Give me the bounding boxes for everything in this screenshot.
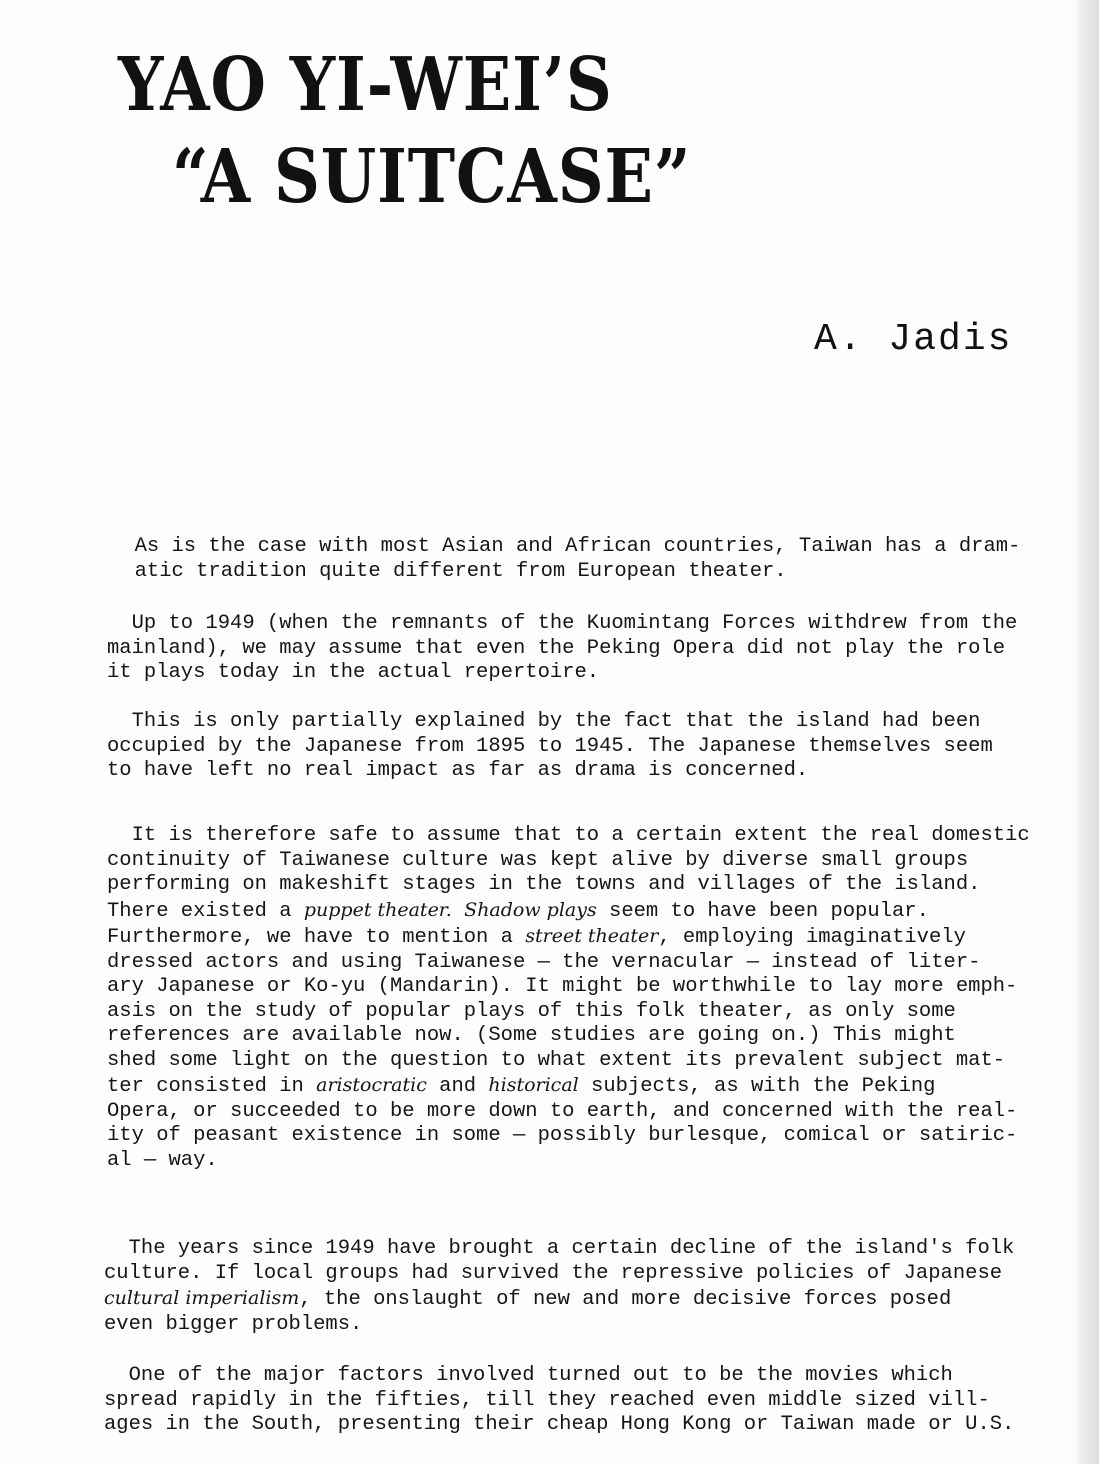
italic-phrase: aristocratic: [316, 1074, 427, 1096]
text-run: to have left no real impact as far as drama is concerned.: [107, 759, 809, 782]
text-run: Furthermore, we have to mention a: [107, 926, 526, 949]
body-paragraph: [104, 1237, 1014, 1337]
italic-phrase: Shadow plays: [464, 898, 597, 921]
italic-phrase: puppet theater.: [303, 898, 452, 921]
text-run: occupied by the Japanese from 1895 to 1945. The Japanese themselves seem: [107, 734, 993, 758]
italic-phrase: street theater: [525, 925, 659, 947]
text-run: It is therefore safe to assume that to a certain extent the real domestic: [107, 824, 1030, 847]
page-edge-shadow: [1077, 0, 1099, 1464]
text-run: ages in the South, presenting their cheap Hong Kong or Taiwan made or U.S.: [104, 1413, 1015, 1436]
text-run: performing on makeshift stages in the towns and villages of the island.: [107, 873, 981, 896]
italic-phrase: cultural imperialism: [104, 1287, 300, 1309]
text-run: and: [426, 1075, 489, 1098]
text-run: shed some light on the question to what extent its prevalent subject mat-: [107, 1048, 1006, 1072]
text-run: seem to have been popular.: [596, 899, 929, 923]
text-run: Up to 1949 (when the remnants of the Kuomintang Forces withdrew from the: [107, 612, 1018, 635]
body-paragraph: [107, 824, 1030, 1173]
text-run: references are available now. (Some studies are going on.) This might: [107, 1024, 956, 1047]
text-run: One of the major factors involved turned out to be the movies which: [104, 1364, 953, 1387]
text-run: Opera, or succeeded to be more down to earth, and concerned with the real-: [107, 1099, 1018, 1123]
title-line-1: YAO YI-WEI’S: [118, 42, 613, 128]
author-name: A. Jadis: [814, 318, 1013, 361]
text-run: As is the case with most Asian and African countries, Taiwan has a dram-: [110, 535, 1021, 558]
text-run: , employing imaginatively: [658, 926, 966, 949]
text-run: al — way.: [107, 1148, 218, 1172]
text-run: asis on the study of popular plays of this folk theater, as only some: [107, 999, 956, 1023]
body-paragraph: [107, 612, 1017, 686]
italic-phrase: historical: [488, 1074, 579, 1096]
text-run: continuity of Taiwanese culture was kept alive by diverse small groups: [107, 848, 969, 872]
text-run: culture. If local groups had survived the repressive policies of Japanese: [104, 1261, 1003, 1285]
text-run: mainland), we may assume that even the Peking Opera did not play the role: [107, 636, 1006, 660]
body-paragraph: [110, 535, 1020, 584]
text-run: atic tradition quite different from European theater.: [110, 559, 787, 583]
text-run: This is only partially explained by the fact that the island had been: [107, 710, 981, 733]
text-run: subjects, as with the Peking: [578, 1075, 936, 1098]
title-line-2: “A SUITCASE”: [172, 134, 692, 220]
text-run: spread rapidly in the fifties, till they reached even middle sized vill-: [104, 1388, 990, 1412]
text-run: [452, 900, 464, 923]
text-run: dressed actors and using Taiwanese — the vernacular — instead of liter-: [107, 950, 981, 974]
text-run: ary Japanese or Ko-yu (Mandarin). It might be worthwhile to lay more emph-: [107, 975, 1018, 998]
text-run: even bigger problems.: [104, 1312, 363, 1336]
text-run: ity of peasant existence in some — possibly burlesque, comical or satiric-: [107, 1124, 1018, 1147]
text-run: ter consisted in: [107, 1075, 317, 1098]
text-run: The years since 1949 have brought a certain decline of the island's folk: [104, 1237, 1015, 1260]
text-run: There existed a: [107, 899, 304, 923]
body-paragraph: [104, 1364, 1014, 1438]
body-paragraph: [107, 710, 993, 784]
text-run: it plays today in the actual repertoire.: [107, 661, 600, 684]
text-run: , the onslaught of new and more decisive forces posed: [299, 1288, 952, 1311]
